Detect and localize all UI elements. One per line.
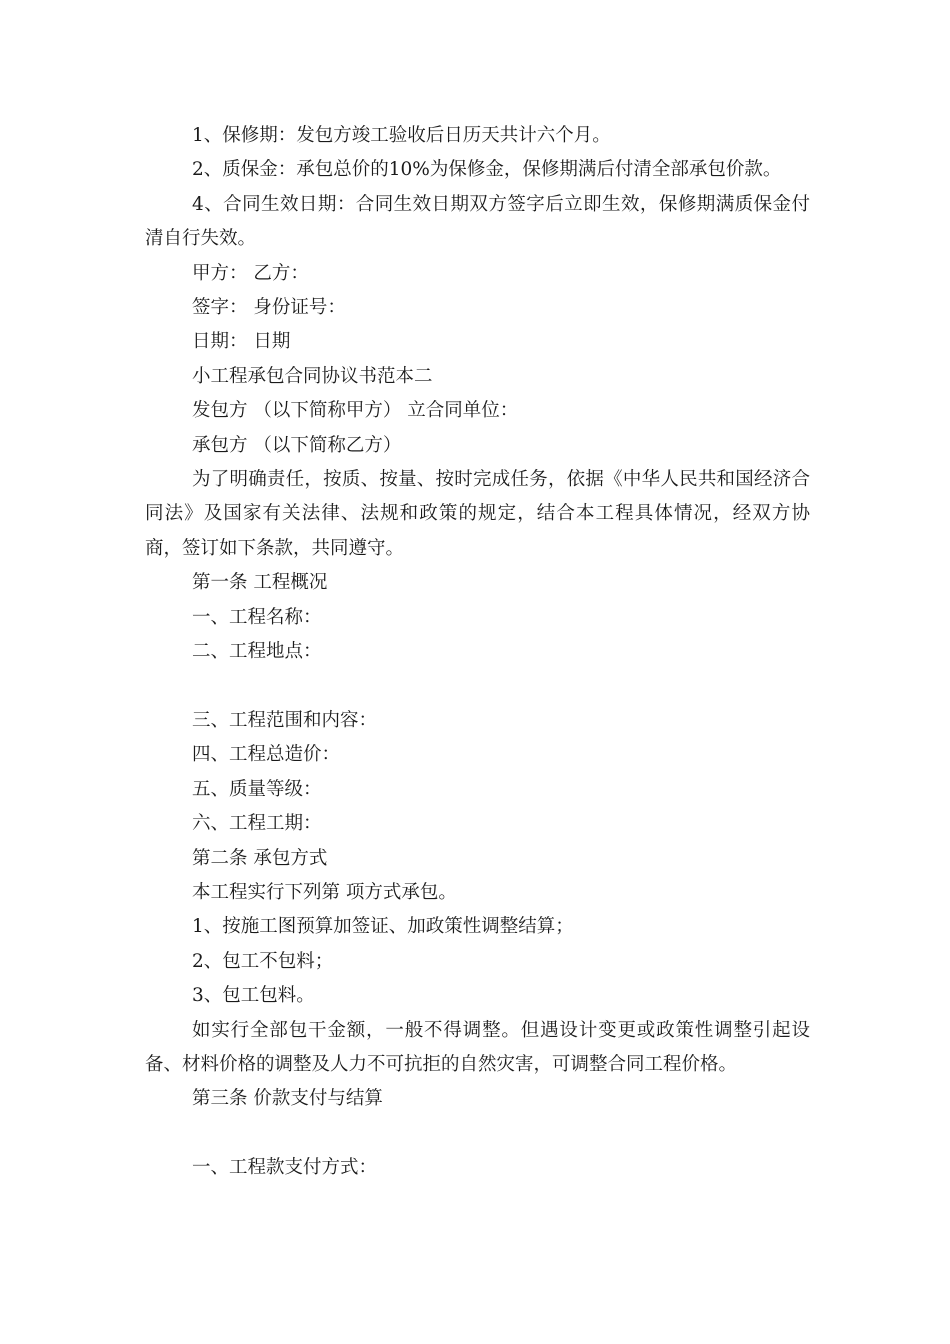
list-item: 一、工程款支付方式： bbox=[192, 1157, 378, 1179]
article-heading: 第三条 价款支付与结算 bbox=[192, 1088, 383, 1110]
list-item: 二、工程地点： bbox=[192, 641, 322, 663]
clause-warranty-period: 1、保修期：发包方竣工验收后日历天共计六个月。 bbox=[192, 125, 611, 146]
section-title: 小工程承包合同协议书范本二 bbox=[192, 365, 433, 387]
list-item: 三、工程范围和内容： bbox=[192, 709, 378, 731]
document-body bbox=[145, 119, 810, 1186]
party-a-line: 发包方 （以下简称甲方） 立合同单位： bbox=[192, 400, 519, 422]
body-paragraph: 本工程实行下列第 项方式承包。 bbox=[192, 881, 457, 903]
list-item: 四、工程总造价： bbox=[192, 744, 341, 766]
article-heading: 第二条 承包方式 bbox=[192, 847, 328, 869]
list-item: 六、工程工期： bbox=[192, 813, 322, 835]
signature-sign-line: 签字： 身份证号： bbox=[192, 297, 346, 319]
list-item: 3、包工包料。 bbox=[192, 985, 315, 1007]
clause-effective-date: 4、合同生效日期：合同生效日期双方签字后立即生效，保修期满质保金付清自行失效。 bbox=[145, 193, 810, 250]
clause-retention-money: 2、质保金：承包总价的10%为保修金，保修期满后付清全部承包价款。 bbox=[192, 159, 782, 181]
list-item: 五、质量等级： bbox=[192, 778, 322, 800]
preamble-paragraph: 为了明确责任，按质、按量、按时完成任务，依据《中华人民共和国经济合同法》及国家有关法律、法规和政策的规定，结合本工程具体情况，经双方协商，签订如下条款，共同遵守。 bbox=[145, 469, 810, 559]
signature-parties-line: 甲方： 乙方： bbox=[192, 262, 309, 284]
signature-date-line: 日期： 日期 bbox=[192, 331, 291, 353]
party-b-line: 承包方 （以下简称乙方） bbox=[192, 434, 402, 456]
article-heading: 第一条 工程概况 bbox=[192, 572, 328, 594]
list-item: 1、按施工图预算加签证、加政策性调整结算； bbox=[192, 916, 574, 938]
blank-line bbox=[145, 1117, 810, 1151]
body-paragraph: 如实行全部包干金额，一般不得调整。但遇设计变更或政策性调整引起设备、材料价格的调整及人力不可抗拒的自然灾害，可调整合同工程价格。 bbox=[145, 1019, 810, 1075]
list-item: 2、包工不包料； bbox=[192, 950, 334, 972]
list-item: 一、工程名称： bbox=[192, 606, 322, 628]
blank-line bbox=[145, 670, 810, 704]
